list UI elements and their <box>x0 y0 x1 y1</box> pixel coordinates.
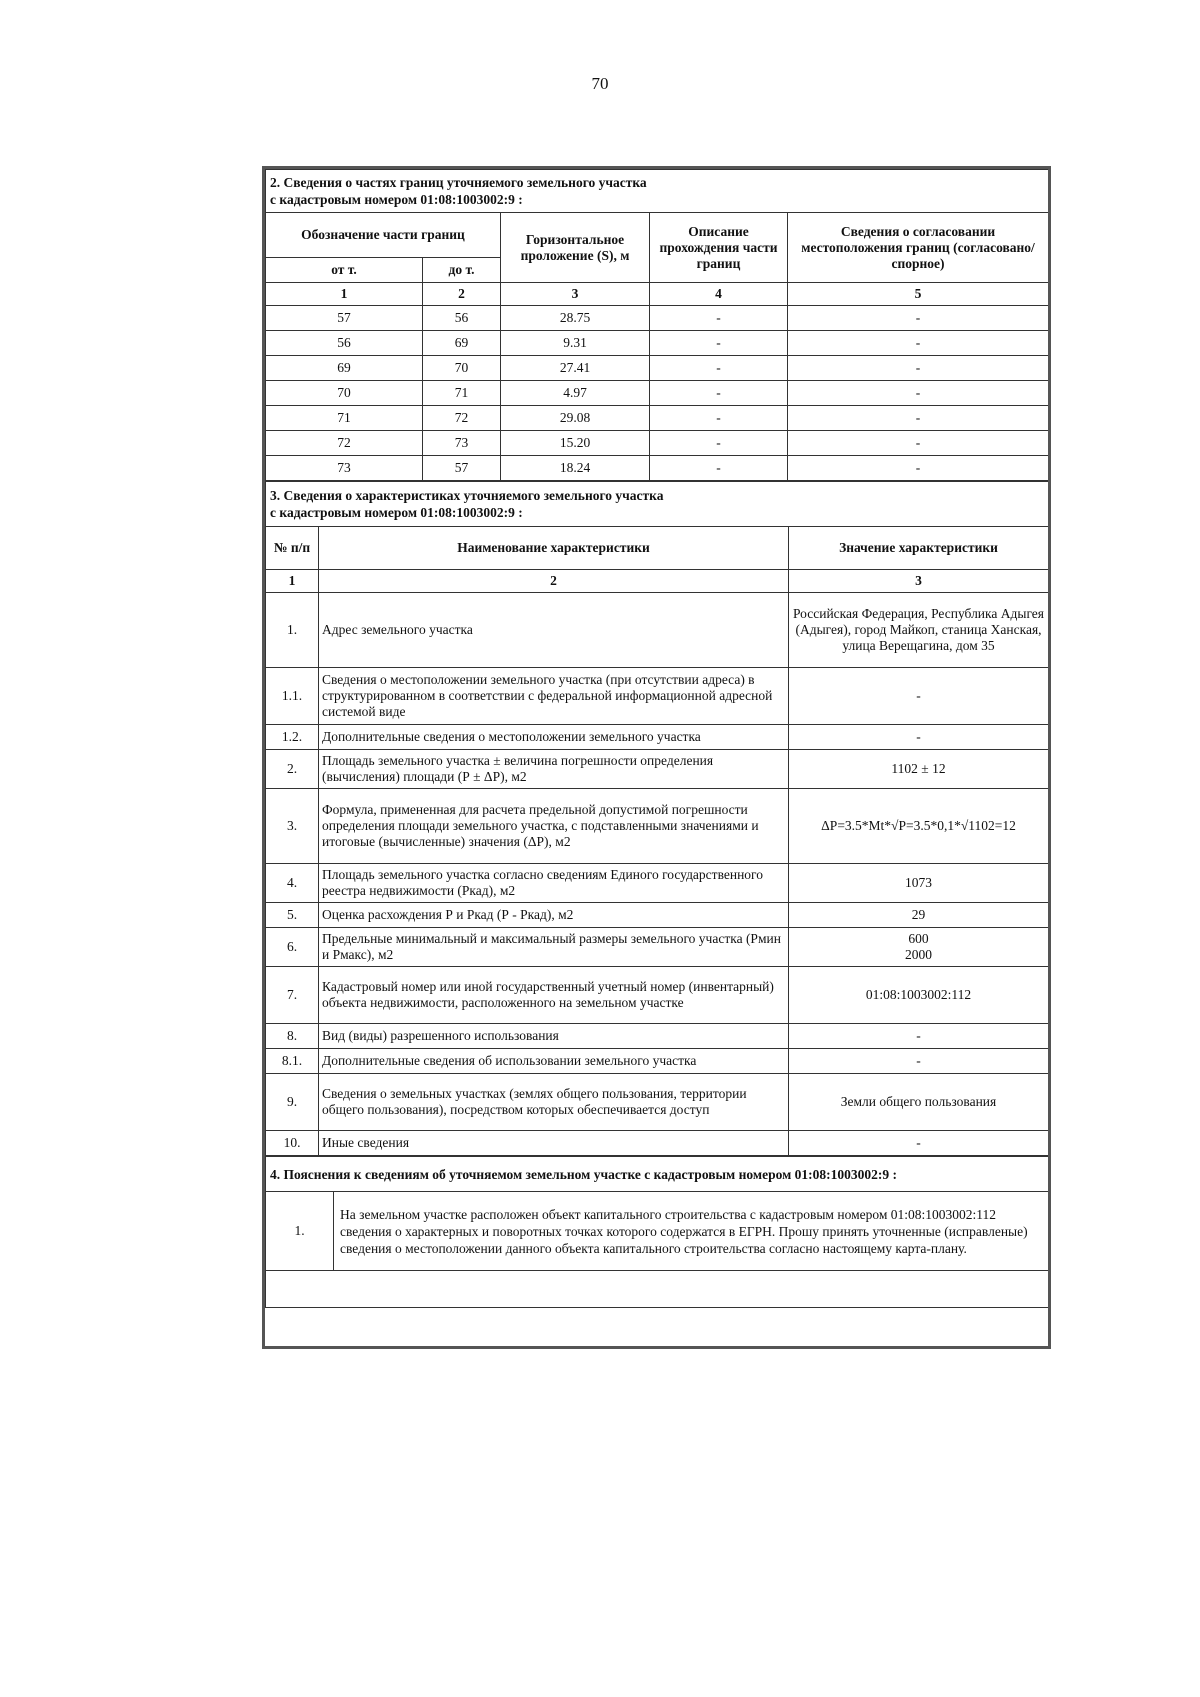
cell-desc: - <box>650 431 788 456</box>
row-name: Формула, примененная для расчета предельной допустимой погрешности определения площади земельного участка, с подставленными значениями и итоговые (вычисленные) значения (ΔР), м2 <box>319 789 789 864</box>
table-row <box>266 789 1049 864</box>
section3-title-line2: с кадастровым номером 01:08:1003002:9 : <box>270 505 523 520</box>
row-index: 4. <box>266 864 319 903</box>
cell-desc: - <box>650 306 788 331</box>
header-num: № п/п <box>266 527 319 570</box>
header-name: Наименование характеристики <box>319 527 789 570</box>
cell-agree: - <box>788 306 1049 331</box>
cell-desc: - <box>650 356 788 381</box>
row-value <box>789 928 1049 967</box>
cell-to: 69 <box>423 331 501 356</box>
cell-s: 29.08 <box>501 406 650 431</box>
row-index: 5. <box>266 903 319 928</box>
col-number: 3 <box>789 570 1049 593</box>
table-row <box>266 864 1049 903</box>
row-index: 1.1. <box>266 668 319 725</box>
table-row <box>266 668 1049 725</box>
header-to: до т. <box>423 258 501 283</box>
section4-title: 4. Пояснения к сведениям об уточняемом земельном участке с кадастровым номером 01:08:1003002:9 : <box>266 1157 1049 1192</box>
row-index: 2. <box>266 750 319 789</box>
row-value: - <box>789 668 1049 725</box>
cell-desc: - <box>650 456 788 481</box>
note-index: 1. <box>266 1192 334 1271</box>
col-number: 2 <box>319 570 789 593</box>
col-number: 2 <box>423 283 501 306</box>
row-index: 10. <box>266 1131 319 1156</box>
row-index: 1. <box>266 593 319 668</box>
table-row <box>266 356 1049 381</box>
cell-from: 71 <box>266 406 423 431</box>
section4-table <box>265 1156 1049 1308</box>
cell-to: 71 <box>423 381 501 406</box>
col-number: 1 <box>266 570 319 593</box>
row-index: 8.1. <box>266 1049 319 1074</box>
document-sheet <box>262 166 1051 1349</box>
table-row <box>266 456 1049 481</box>
row-name: Сведения о земельных участках (землях общего пользования, территории общего пользования), посредством которых обеспечивается доступ <box>319 1074 789 1131</box>
row-value: 01:08:1003002:112 <box>789 967 1049 1024</box>
row-value: - <box>789 1049 1049 1074</box>
col-number: 5 <box>788 283 1049 306</box>
page-number: 70 <box>591 74 609 93</box>
cell-from: 56 <box>266 331 423 356</box>
section2-title-line2: с кадастровым номером 01:08:1003002:9 : <box>270 192 523 207</box>
cell-from: 73 <box>266 456 423 481</box>
cell-desc: - <box>650 381 788 406</box>
note-text: На земельном участке расположен объект капитального строительства с кадастровым номером 01:08:1003002:112 сведения о характерных и поворотных точках которого содержатся в ЕГРН. Прошу принять уточненные (исправленые) сведения о местоположении данного объекта капитального строительства согласно настоящему карта-плану. <box>334 1192 1049 1271</box>
row-index: 1.2. <box>266 725 319 750</box>
cell-agree: - <box>788 456 1049 481</box>
cell-s: 15.20 <box>501 431 650 456</box>
section3-table <box>265 481 1049 1156</box>
table-row <box>266 331 1049 356</box>
table-row <box>266 381 1049 406</box>
row-name: Сведения о местоположении земельного участка (при отсутствии адреса) в структурированном в соответствии с федеральной информационной адресной системой виде <box>319 668 789 725</box>
table-row <box>266 406 1049 431</box>
row-name: Дополнительные сведения об использовании земельного участка <box>319 1049 789 1074</box>
row-index: 8. <box>266 1024 319 1049</box>
cell-to: 70 <box>423 356 501 381</box>
row-value: - <box>789 725 1049 750</box>
section2-table <box>265 169 1049 481</box>
row-name: Адрес земельного участка <box>319 593 789 668</box>
cell-s: 4.97 <box>501 381 650 406</box>
section3-title-line1: 3. Сведения о характеристиках уточняемого земельного участка <box>270 488 664 503</box>
row-name: Вид (виды) разрешенного использования <box>319 1024 789 1049</box>
row-index: 3. <box>266 789 319 864</box>
col-number: 4 <box>650 283 788 306</box>
cell-desc: - <box>650 406 788 431</box>
row-value: Российская Федерация, Республика Адыгея (Адыгея), город Майкоп, станица Ханская, улица Верещагина, дом 35 <box>789 593 1049 668</box>
cell-to: 73 <box>423 431 501 456</box>
cell-from: 69 <box>266 356 423 381</box>
row-value: - <box>789 1131 1049 1156</box>
min-size-value: 600 <box>908 931 929 946</box>
cell-agree: - <box>788 406 1049 431</box>
table-row <box>266 967 1049 1024</box>
cell-to: 72 <box>423 406 501 431</box>
section2-title-line1: 2. Сведения о частях границ уточняемого земельного участка <box>270 175 647 190</box>
row-value: - <box>789 1024 1049 1049</box>
row-name: Предельные минимальный и максимальный размеры земельного участка (Рмин и Рмакс), м2 <box>319 928 789 967</box>
table-row <box>266 306 1049 331</box>
row-index: 6. <box>266 928 319 967</box>
header-from: от т. <box>266 258 423 283</box>
cell-agree: - <box>788 431 1049 456</box>
cell-to: 56 <box>423 306 501 331</box>
table-row <box>266 903 1049 928</box>
row-name: Дополнительные сведения о местоположении земельного участка <box>319 725 789 750</box>
table-row <box>266 1049 1049 1074</box>
section3-title <box>266 482 1049 527</box>
cell-from: 72 <box>266 431 423 456</box>
row-value: 29 <box>789 903 1049 928</box>
cell-desc: - <box>650 331 788 356</box>
cell-agree: - <box>788 356 1049 381</box>
row-name: Оценка расхождения Р и Ркад (Р - Ркад), м2 <box>319 903 789 928</box>
table-row <box>266 1131 1049 1156</box>
row-index: 9. <box>266 1074 319 1131</box>
col-number: 1 <box>266 283 423 306</box>
cell-s: 27.41 <box>501 356 650 381</box>
table-row <box>266 928 1049 967</box>
row-name: Площадь земельного участка согласно сведениям Единого государственного реестра недвижимости (Ркад), м2 <box>319 864 789 903</box>
empty-row <box>266 1271 1049 1308</box>
row-name: Кадастровый номер или иной государственный учетный номер (инвентарный) объекта недвижимости, расположенного на земельном участке <box>319 967 789 1024</box>
row-index: 7. <box>266 967 319 1024</box>
col-number: 3 <box>501 283 650 306</box>
section2-title <box>266 170 1049 213</box>
table-row <box>266 750 1049 789</box>
row-value: 1073 <box>789 864 1049 903</box>
header-description: Описание прохождения части границ <box>650 213 788 283</box>
table-row <box>266 1024 1049 1049</box>
cell-agree: - <box>788 381 1049 406</box>
cell-agree: - <box>788 331 1049 356</box>
table-row <box>266 725 1049 750</box>
row-name: Площадь земельного участка ± величина погрешности определения (вычисления) площади (Р ± ΔР), м2 <box>319 750 789 789</box>
max-size-value: 2000 <box>905 947 932 962</box>
row-value: Земли общего пользования <box>789 1074 1049 1131</box>
cell-from: 57 <box>266 306 423 331</box>
table-row <box>266 593 1049 668</box>
header-designation: Обозначение части границ <box>266 213 501 258</box>
row-value: 1102 ± 12 <box>789 750 1049 789</box>
cell-from: 70 <box>266 381 423 406</box>
header-horizontal: Горизонтальное проложение (S), м <box>501 213 650 283</box>
header-value: Значение характеристики <box>789 527 1049 570</box>
row-value: ΔР=3.5*Mt*√P=3.5*0,1*√1102=12 <box>789 789 1049 864</box>
row-name: Иные сведения <box>319 1131 789 1156</box>
table-row <box>266 431 1049 456</box>
cell-s: 9.31 <box>501 331 650 356</box>
cell-s: 18.24 <box>501 456 650 481</box>
cell-to: 57 <box>423 456 501 481</box>
header-agreement: Сведения о согласовании местоположения границ (согласовано/спорное) <box>788 213 1049 283</box>
table-row <box>266 1074 1049 1131</box>
cell-s: 28.75 <box>501 306 650 331</box>
